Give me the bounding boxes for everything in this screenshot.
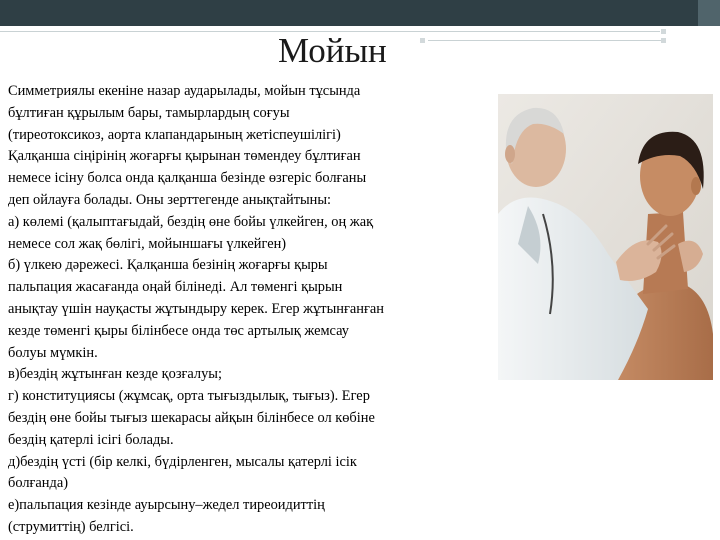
text-line: а) көлемі (қалыптағыдай, бездің өне бойы үлкейген, оң жақ	[8, 213, 374, 230]
text-line: в)бездің жұтынған кезде қозғалуы;	[8, 366, 222, 383]
decorative-square-right	[661, 38, 666, 43]
text-line: деп ойлауға болады. Оны зерттегенде анықтайтыны:	[8, 191, 332, 208]
slide-title: Мойын	[278, 31, 387, 70]
text-line: г) конституциясы (жұмсақ, орта тығыздылық, тығыз). Егер	[8, 388, 370, 405]
text-line: болуы мүмкін.	[8, 344, 98, 361]
text-line: бұлтиған құрылым бары, тамырлардың соғуы	[8, 104, 290, 121]
decorative-line-right	[428, 40, 666, 41]
text-line: пальпация жасағанда оңай білінеді. Ал төменгі қырын	[8, 279, 343, 296]
text-line: кезде төменгі қыры білінбесе онда төс артылық жемсау	[8, 322, 349, 339]
text-line: немесе ісіну болса онда қалқанша безінде өзгеріс болғаны	[8, 170, 367, 187]
text-line: е)пальпация кезінде ауырсыну–жедел тиреоидиттің	[8, 497, 325, 514]
top-header-bar	[0, 0, 720, 26]
text-line: б) үлкею дәрежесі. Қалқанша безінің жоғарғы қыры	[8, 257, 328, 274]
text-line: бездің қатерлі ісігі болады.	[8, 431, 174, 448]
doctor-examining-neck-photo	[498, 94, 713, 380]
text-line: немесе сол жақ бөлігі, мойыншағы үлкейген)	[8, 235, 287, 252]
text-line: Қалқанша сіңірінің жоғарғы қырынан төмендеу бұлтиған	[8, 148, 361, 165]
text-line: д)бездің үсті (бір келкі, бүдірленген, мысалы қатерлі ісік	[8, 453, 357, 470]
decorative-square-top-right	[661, 29, 666, 34]
text-line: (струмиттің) белгісі.	[8, 518, 134, 535]
text-line: анықтау үшін науқасты жұтындыру керек. Егер жұтынғанған	[8, 300, 384, 317]
text-line: Симметриялы екеніне назар аударылады, мойын тұсында	[8, 83, 361, 99]
text-line: бездің өне бойы тығыз шекарасы айқын білінбесе ол көбіне	[8, 409, 375, 426]
text-line: (тиреотоксикоз, аорта клапандарының жетіспеушілігі)	[8, 126, 341, 143]
decorative-square-left	[420, 38, 425, 43]
body-text	[8, 81, 494, 539]
text-line: болғанда)	[8, 475, 69, 492]
top-bar-accent	[698, 0, 720, 26]
